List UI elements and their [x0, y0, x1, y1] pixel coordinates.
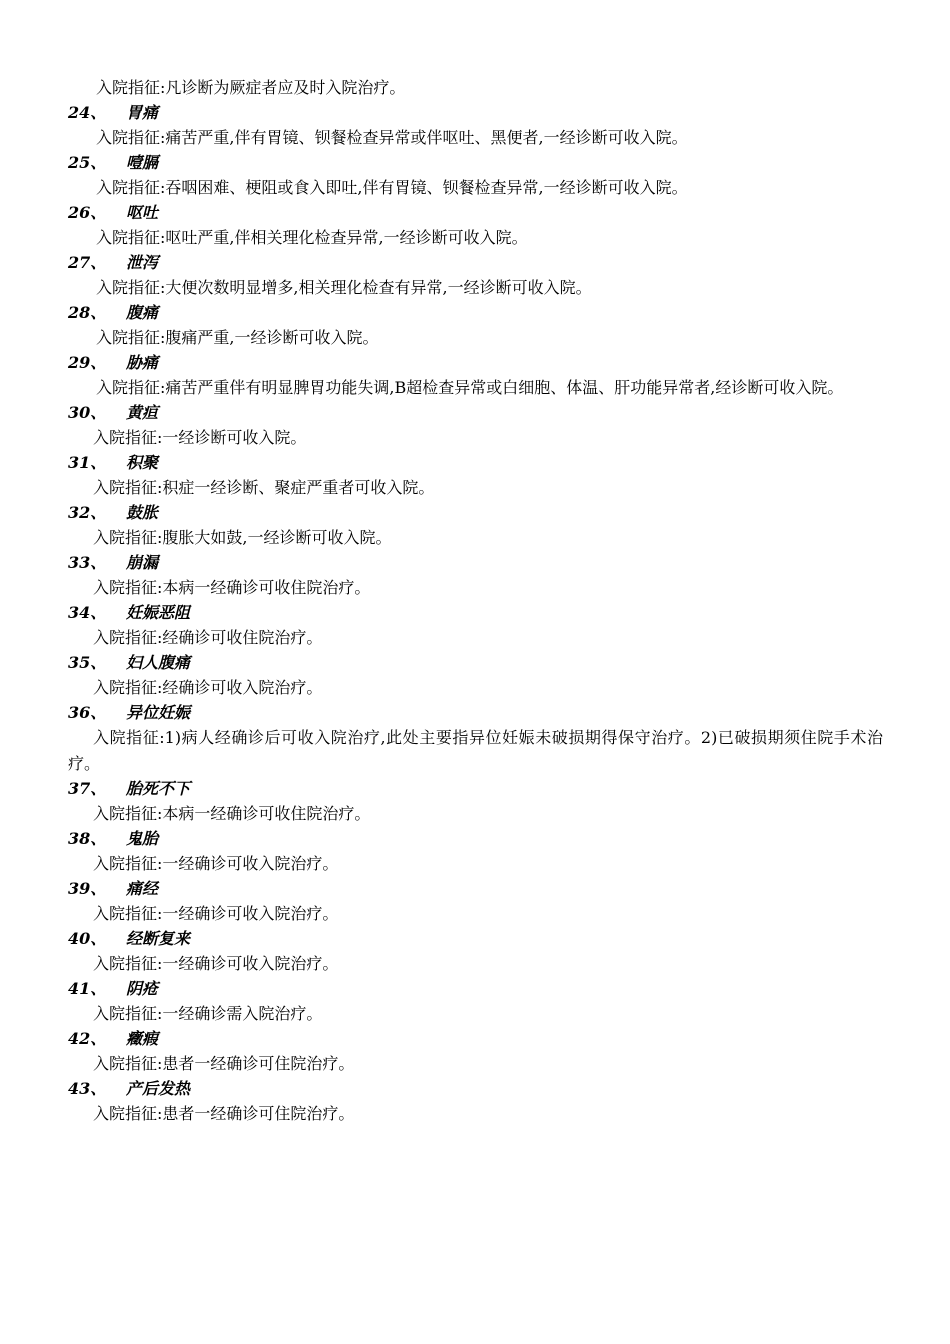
entry-number: 34、: [68, 603, 107, 622]
entry-item: [68, 301, 883, 351]
entry-item: [68, 1077, 883, 1127]
entry-heading: [68, 451, 883, 475]
entry-heading: [68, 251, 883, 275]
entry-heading: [68, 927, 883, 951]
entry-title: 胃痛: [126, 103, 159, 122]
entry-item: [68, 451, 883, 501]
entry-item: [68, 927, 883, 977]
entry-number: 39、: [68, 879, 107, 898]
entry-number: 32、: [68, 503, 107, 522]
intro-paragraph: 入院指征:凡诊断为厥症者应及时入院治疗。: [96, 78, 406, 97]
entry-title: 产后发热: [126, 1079, 191, 1098]
entry-item: [68, 877, 883, 927]
entry-number: 33、: [68, 553, 107, 572]
entry-item: [68, 501, 883, 551]
entry-title: 泄泻: [126, 253, 159, 272]
entry-text: 入院指征:吞咽困难、梗阻或食入即吐,伴有胃镜、钡餐检查异常,一经诊断可收入院。: [96, 178, 688, 197]
entry-title: 阴疮: [126, 979, 159, 998]
entry-text: 入院指征:经确诊可收住院治疗。: [93, 628, 323, 647]
entry-number: 38、: [68, 829, 107, 848]
entry-item: [68, 351, 883, 401]
entry-number: 41、: [68, 979, 107, 998]
entry-heading: [68, 651, 883, 675]
entry-heading: [68, 101, 883, 125]
entry-item: [68, 151, 883, 201]
entry-item: [68, 651, 883, 701]
entry-number: 35、: [68, 653, 107, 672]
entry-text: 入院指征:一经确诊可收入院治疗。: [93, 854, 339, 873]
entry-number: 31、: [68, 453, 107, 472]
entry-number: 42、: [68, 1029, 107, 1048]
entry-text: 入院指征:一经诊断可收入院。: [93, 428, 307, 447]
entry-title: 痛经: [126, 879, 159, 898]
entry-number: 25、: [68, 153, 107, 172]
entry-text: 入院指征:呕吐严重,伴相关理化检查异常,一经诊断可收入院。: [96, 228, 528, 247]
entry-number: 40、: [68, 929, 107, 948]
entry-number: 43、: [68, 1079, 107, 1098]
entry-text: 入院指征:本病一经确诊可收住院治疗。: [93, 578, 371, 597]
entry-heading: [68, 877, 883, 901]
entry-item: [68, 201, 883, 251]
entry-title: 妇人腹痛: [126, 653, 191, 672]
entry-item: [68, 101, 883, 151]
entry-item: [68, 1027, 883, 1077]
entry-title: 黄疸: [126, 403, 159, 422]
entry-title: 呕吐: [126, 203, 159, 222]
entry-title: 妊娠恶阻: [126, 603, 191, 622]
entry-heading: [68, 601, 883, 625]
entry-text: 入院指征:一经确诊需入院治疗。: [93, 1004, 323, 1023]
entry-title: 崩漏: [126, 553, 159, 572]
entry-text: 入院指征:痛苦严重,伴有胃镜、钡餐检查异常或伴呕吐、黑便者,一经诊断可收入院。: [96, 128, 688, 147]
entry-title: 鬼胎: [126, 829, 159, 848]
entry-number: 36、: [68, 703, 107, 722]
entry-number: 24、: [68, 103, 107, 122]
entry-heading: [68, 701, 883, 725]
entry-text: 入院指征:腹胀大如鼓,一经诊断可收入院。: [93, 528, 392, 547]
entry-heading: [68, 401, 883, 425]
entry-item: [68, 401, 883, 451]
entry-text: 入院指征:经确诊可收入院治疗。: [93, 678, 323, 697]
entry-text: 入院指征:痛苦严重伴有明显脾胃功能失调,B超检查异常或白细胞、体温、肝功能异常者,经诊断可收入院。: [96, 378, 844, 397]
entry-title: 胁痛: [126, 353, 159, 372]
entry-title: 噎膈: [126, 153, 159, 172]
entry-number: 37、: [68, 779, 107, 798]
entry-number: 30、: [68, 403, 107, 422]
entry-list: [68, 101, 883, 1127]
entry-title: 异位妊娠: [126, 703, 191, 722]
entry-title: 胎死不下: [126, 779, 191, 798]
entry-text: 入院指征:积症一经诊断、聚症严重者可收入院。: [93, 478, 435, 497]
entry-text: 入院指征:患者一经确诊可住院治疗。: [93, 1054, 355, 1073]
entry-item: [68, 601, 883, 651]
entry-number: 28、: [68, 303, 107, 322]
entry-text: 入院指征:患者一经确诊可住院治疗。: [93, 1104, 355, 1123]
entry-heading: [68, 501, 883, 525]
entry-heading: [68, 351, 883, 375]
entry-heading: [68, 551, 883, 575]
entry-title: 积聚: [126, 453, 159, 472]
entry-item: [68, 551, 883, 601]
entry-item: [68, 251, 883, 301]
document-body: [68, 75, 883, 1127]
entry-number: 29、: [68, 353, 107, 372]
entry-title: 腹痛: [126, 303, 159, 322]
entry-item: [68, 977, 883, 1027]
entry-item: [68, 827, 883, 877]
entry-text: 入院指征:一经确诊可收入院治疗。: [93, 904, 339, 923]
entry-text: 入院指征:腹痛严重,一经诊断可收入院。: [96, 328, 379, 347]
entry-heading: [68, 777, 883, 801]
entry-text: 入院指征:一经确诊可收入院治疗。: [93, 954, 339, 973]
entry-heading: [68, 1027, 883, 1051]
entry-number: 26、: [68, 203, 107, 222]
entry-heading: [68, 1077, 883, 1101]
entry-title: 经断复来: [126, 929, 191, 948]
entry-text: 入院指征:本病一经确诊可收住院治疗。: [93, 804, 371, 823]
entry-item: [68, 701, 883, 777]
entry-heading: [68, 301, 883, 325]
entry-heading: [68, 151, 883, 175]
entry-text: 入院指征:大便次数明显增多,相关理化检查有异常,一经诊断可收入院。: [96, 278, 592, 297]
entry-heading: [68, 827, 883, 851]
entry-number: 27、: [68, 253, 107, 272]
entry-title: 鼓胀: [126, 503, 159, 522]
entry-heading: [68, 201, 883, 225]
entry-item: [68, 777, 883, 827]
entry-heading: [68, 977, 883, 1001]
entry-title: 癥瘕: [126, 1029, 159, 1048]
entry-text: 入院指征:1)病人经确诊后可收入院治疗,此处主要指异位妊娠未破损期得保守治疗。2)已破损期须住院手术治疗。: [68, 728, 883, 773]
